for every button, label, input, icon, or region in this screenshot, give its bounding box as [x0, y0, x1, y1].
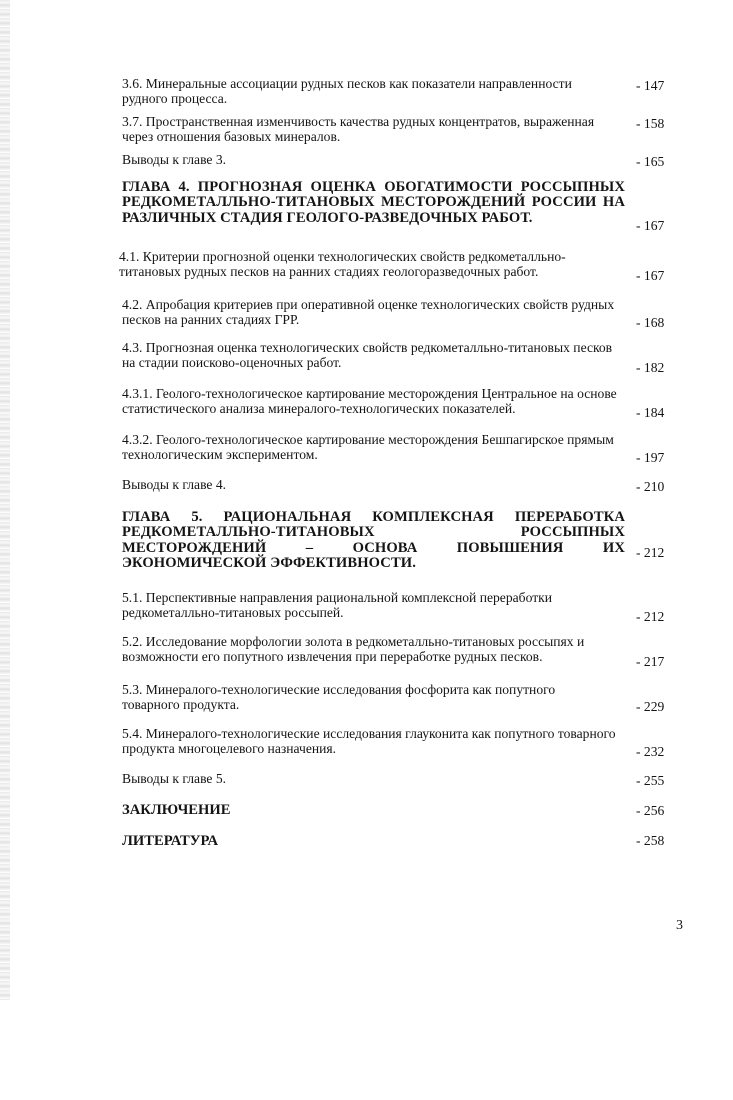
- toc-entry-text: 5.1. Перспективные направления рациональной комплексной переработки редкометалльно-титановых россыпей.: [122, 590, 553, 620]
- toc-chapter-text: ГЛАВА 4. ПРОГНОЗНАЯ ОЦЕНКА ОБОГАТИМОСТИ РОССЫПНЫХ РЕДКОМЕТАЛЛЬНО-ТИТАНОВЫХ МЕСТОРОЖДЕНИЙ РОССИИ НА РАЗЛИЧНЫХ СТАДИЯ ГЕОЛОГО-РАЗВЕДОЧНЫХ РАБОТ.: [122, 179, 625, 226]
- page-number: 3: [676, 918, 683, 933]
- toc-entry-page: - 217: [636, 654, 665, 669]
- toc-entry-text: Выводы к главе 5.: [122, 771, 227, 786]
- toc-entry-page: - 182: [636, 360, 665, 375]
- toc-entry-text: 4.3.2. Геолого-технологическое картирование месторождения Бешпагирское прямым технологическим экспериментом.: [122, 432, 614, 462]
- toc-entry-page: - 165: [636, 154, 665, 169]
- toc-heading-text: ЗАКЛЮЧЕНИЕ: [122, 802, 231, 818]
- toc-heading-page: - 258: [636, 833, 665, 848]
- toc-entry-text: 4.1. Критерии прогнозной оценки технологических свойств редкометалльно-титановых рудных песков на ранних стадиях геологоразведочных работ.: [119, 249, 566, 279]
- toc-entry-page: - 255: [636, 773, 665, 788]
- toc-entry-text: 4.3.1. Геолого-технологическое картирование месторождения Центральное на основе статистического анализа минералого-технологических показателей.: [122, 386, 617, 416]
- toc-entry-page: - 232: [636, 744, 665, 759]
- toc-entry-text: 5.4. Минералого-технологические исследования глауконита как попутного товарного продукта многоцелевого назначения.: [122, 726, 616, 756]
- toc-entry-text: 4.2. Апробация критериев при оперативной оценке технологических свойств рудных песков на ранних стадиях ГРР.: [122, 297, 615, 327]
- toc-entry-page: - 167: [636, 268, 665, 283]
- toc-chapter-page: - 212: [636, 545, 665, 560]
- toc-heading-page: - 256: [636, 803, 665, 818]
- toc-entry-text: 5.3. Минералого-технологические исследования фосфорита как попутного товарного продукта.: [122, 682, 556, 712]
- toc-entry-page: - 210: [636, 479, 665, 494]
- toc-entry-text: 4.3. Прогнозная оценка технологических свойств редкометалльно-титановых песков на стадии поисково-оценочных работ.: [122, 340, 613, 370]
- toc-entry-page: - 212: [636, 609, 665, 624]
- toc-entry-page: - 197: [636, 450, 665, 465]
- toc-entry-text: 3.6. Минеральные ассоциации рудных песков как показатели направленности рудного процесса.: [122, 76, 572, 106]
- scan-edge-artifact: [0, 0, 10, 1000]
- toc-entry-text: 3.7. Пространственная изменчивость качества рудных концентратов, выраженная через отношения базовых минералов.: [122, 114, 595, 144]
- toc-entry-page: - 158: [636, 116, 665, 131]
- toc-heading-text: ЛИТЕРАТУРА: [122, 833, 219, 849]
- toc-chapter-page: - 167: [636, 218, 665, 233]
- toc-entry-page: - 147: [636, 78, 665, 93]
- toc-entry-page: - 229: [636, 699, 665, 714]
- toc-entry-page: - 184: [636, 405, 665, 420]
- toc-entry-text: Выводы к главе 3.: [122, 152, 227, 167]
- toc-chapter-text: ГЛАВА 5. РАЦИОНАЛЬНАЯ КОМПЛЕКСНАЯ ПЕРЕРАБОТКА РЕДКОМЕТАЛЛЬНО-ТИТАНОВЫХ РОССЫПНЫХ МЕСТОРОЖДЕНИЙ – ОСНОВА ПОВЫШЕНИЯ ИХ ЭКОНОМИЧЕСКОЙ ЭФФЕКТИВНОСТИ.: [122, 509, 625, 572]
- toc-entry-page: - 168: [636, 315, 665, 330]
- toc-entry-text: Выводы к главе 4.: [122, 477, 227, 492]
- toc-entry-text: 5.2. Исследование морфологии золота в редкометалльно-титановых россыпях и возможности его попутного извлечения при переработке рудных песков.: [122, 634, 585, 664]
